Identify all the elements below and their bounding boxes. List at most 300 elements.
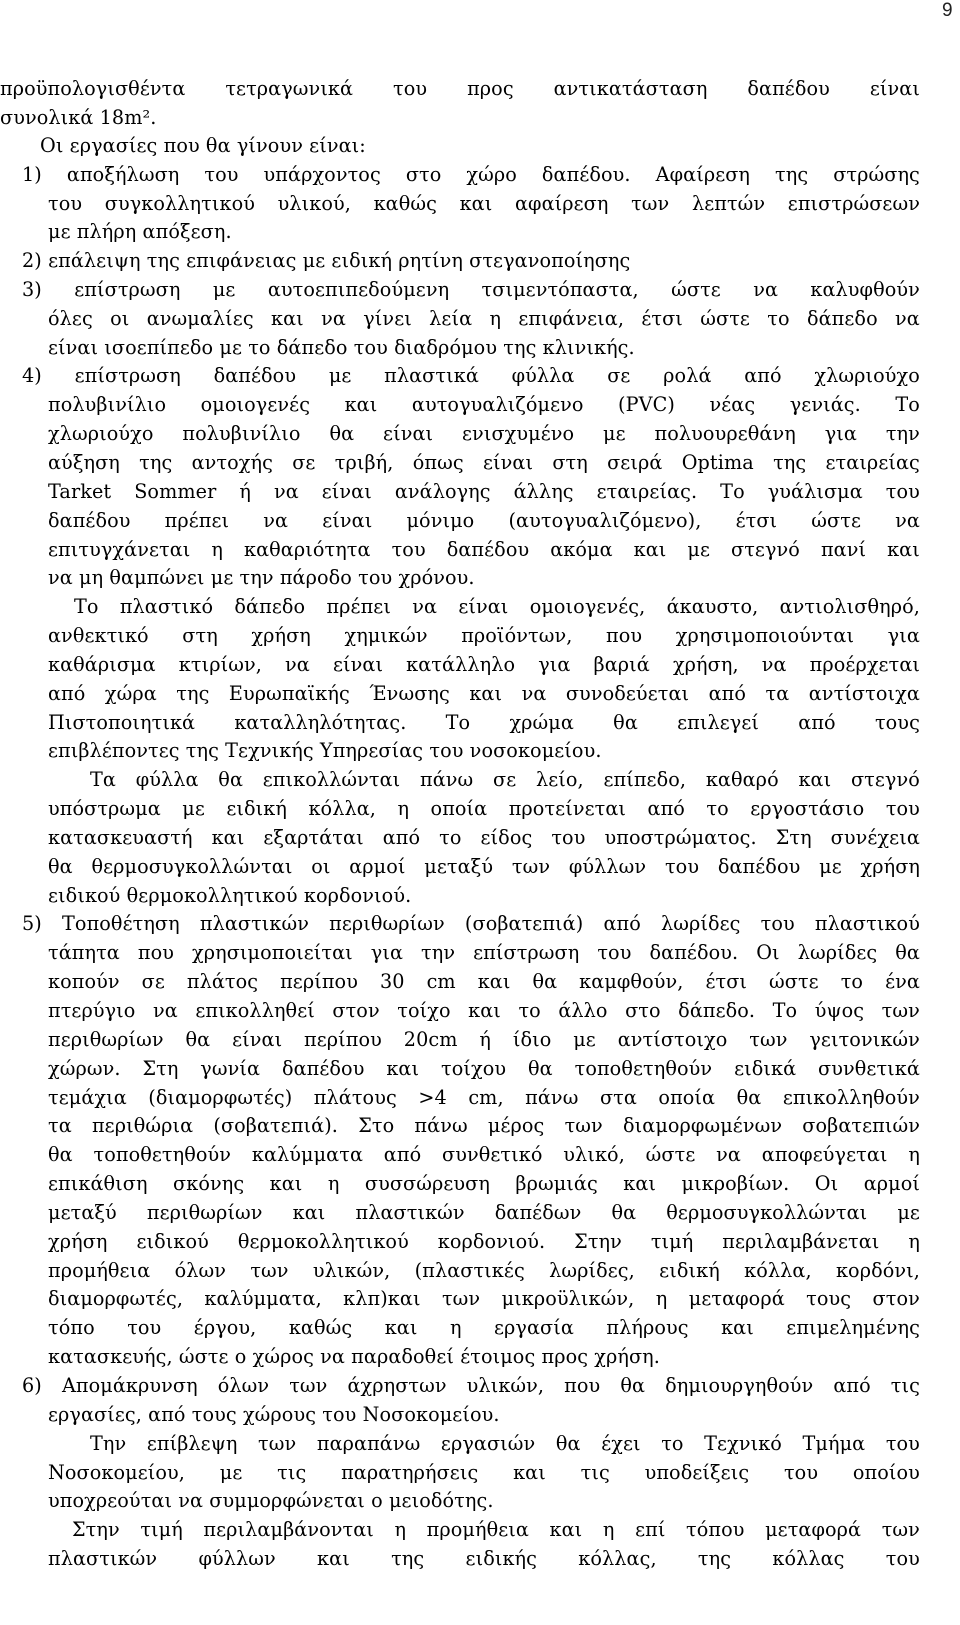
text-line [22,1372,920,1400]
word: τριβή, [334,451,394,474]
word: κόλλας [772,1547,845,1570]
word: Στη [142,1057,179,1080]
word: πλαστικών [199,912,310,935]
word: εργασία [494,1316,574,1339]
word: μόνιμο [406,509,475,532]
word: εταιρείας [825,451,920,474]
text-line [90,766,920,794]
word: στη [552,451,588,474]
text-line [22,276,920,304]
word: τόπου [686,1518,745,1541]
word: ίδιο [512,1028,552,1051]
word: η [602,1518,615,1541]
word: της [697,1547,732,1570]
word: ειδικού [136,1230,209,1253]
word: των [881,1518,920,1541]
text-line [48,449,920,477]
word: επίστρωση [74,278,181,301]
word: Νοσοκομείου, [48,1461,185,1484]
word: είναι [321,480,372,503]
word: κατάλληλο [406,653,516,676]
word: θα [736,1086,762,1109]
word: καθαρό [705,768,779,791]
word: περίπου [280,970,358,993]
word: επικάθιση [48,1172,148,1195]
word: οποία [430,797,488,820]
word: στο [625,999,661,1022]
word: Πιστοποιητικά [48,711,196,734]
word: σε [141,970,165,993]
word: εργασιών [440,1432,536,1455]
word: θερμοκολλητικού [237,1230,409,1253]
word: με [897,1201,920,1224]
word: και [513,1461,546,1484]
word: του [393,77,428,100]
word: συνθετικά [818,1057,920,1080]
word: ώστε [700,307,750,330]
word: τετραγωνικά [225,77,354,100]
word: της [391,1547,425,1570]
word: συσσώρευση [364,1172,490,1195]
word: από [48,682,86,705]
word: καλύμματα [251,1143,364,1166]
word: δαπέδου [717,855,801,878]
word: άλλο [558,999,608,1022]
word: μικροβίων. [681,1172,790,1195]
word: των [881,999,920,1022]
word: σκόνης [173,1172,245,1195]
word: συγκολλητικού [104,192,255,215]
word: και [798,768,832,791]
word: συνέχεια [830,826,920,849]
word: καθώς [373,192,437,215]
word: οποία [658,1086,716,1109]
word: Sommer [134,480,217,503]
word: Οι [814,1172,839,1195]
word: τσιμεντόπαστα, [481,278,639,301]
word: για [538,653,571,676]
word: χρήση [860,855,920,878]
word: Την [90,1432,127,1455]
word: και [887,538,920,561]
word: όλων [217,1374,270,1397]
word: η [211,538,223,561]
word: με [603,422,626,445]
text-line [48,1314,920,1342]
word: ομοιογενές [200,393,311,416]
text-line [48,622,920,650]
word: Το [445,711,471,734]
word: cm [426,970,456,993]
word: η [489,307,502,330]
word: της [775,163,809,186]
word: κόλλα, [744,1259,812,1282]
text-line [48,853,920,881]
word: Optima [681,451,754,474]
text-line [48,997,920,1025]
text-line [48,478,920,506]
word: η [908,1143,920,1166]
word: επικολληθούν [782,1086,920,1109]
word: δημιουργηθούν [665,1374,814,1397]
word: δαπέδου [48,509,131,532]
word: κλπ)και [343,1287,421,1310]
word: το [661,1432,684,1455]
text-line [48,190,920,218]
word: πλαστικών [48,1547,158,1570]
word: με [182,797,205,820]
word: είναι [322,509,373,532]
word: αρμοί [863,1172,920,1195]
word: κόλλα, [308,797,376,820]
word: πάνω [414,1114,468,1137]
word: υλικού, [277,192,351,215]
word: μέρος [487,1114,545,1137]
word: με [219,1461,243,1484]
text-line [48,939,920,967]
word: τους [874,711,920,734]
word: τοποθετηθούν [574,1057,713,1080]
word: Αφαίρεση [655,163,751,186]
word: περίπου [304,1028,382,1051]
word: προμήθεια [426,1518,529,1541]
word: σε [607,364,631,387]
word: συνθετικό [442,1143,543,1166]
word: να [716,1143,741,1166]
word: θερμοσυγκολλώνται [666,1201,868,1224]
word: στον [332,999,380,1022]
word: η [908,1230,920,1253]
word: ώστε [811,509,861,532]
word: και [468,999,501,1022]
word: ώστε [645,1143,696,1166]
word: Ένωσης [369,682,450,705]
word: τις [277,1461,307,1484]
text-line: εργασίες, από τους χώρους του Νοσοκομείου. [48,1403,500,1426]
text-line [48,1228,920,1256]
word: ειδική [226,797,287,820]
word: χρώμα [509,711,574,734]
word: αντίστοιχο [617,1028,728,1051]
word: στεγνό [850,768,920,791]
word: ώστε [769,970,819,993]
word: επιμελημένης [786,1316,920,1339]
word: φύλλων [568,855,647,878]
word: από [382,826,421,849]
word: η [394,1518,407,1541]
word: τοίχο [397,999,451,1022]
text-line [48,1141,920,1169]
word: άλλης [513,480,574,503]
word: και [269,1172,303,1195]
word: περιθώρια [91,1114,194,1137]
text-line [48,1026,920,1054]
word: του [783,1461,819,1484]
word: δαπέδου [446,538,530,561]
word: δαπέδου [747,77,830,100]
word: πολυουρεθάνη [654,422,796,445]
word: οποίου [852,1461,920,1484]
word: θα [48,1143,73,1166]
word: χρησιμοποιείται [192,941,353,964]
word: Το [74,595,99,618]
word: του [885,1432,920,1455]
word: που [564,1374,601,1397]
word: Ευρωπαϊκής [228,682,350,705]
word: επίπεδο, [603,768,687,791]
word: καθαριότητα [243,538,371,561]
word: πολυβινίλιο [182,422,301,445]
word: θα [329,422,355,445]
word: ακόμα [550,538,613,561]
word: έτσι [735,509,778,532]
word: την [421,941,456,964]
word: (σοβατεπιά). [213,1114,338,1137]
word: τοποθετηθούν [93,1143,232,1166]
word: καταλληλότητας. [234,711,407,734]
word: ανωμαλίες [146,307,254,330]
word: (αυτογυαλιζόμενο), [508,509,702,532]
text-line [48,420,920,448]
text-line [22,161,920,189]
word: γίνει [363,307,412,330]
word: στο [405,163,442,186]
word: θα [555,1432,581,1455]
word: τόπο [48,1316,95,1339]
text-line [48,1459,920,1487]
text-line: με πλήρη απόξεση. [48,220,232,243]
word: ή [479,1028,491,1051]
word: όπως [412,451,464,474]
word: πλαστικών [355,1201,465,1224]
word: του [127,1316,162,1339]
word: θα [218,768,244,791]
word: υπάρχοντος [263,163,381,186]
word: Το [895,393,920,416]
word: πολυβινίλιο [48,393,167,416]
word: χρήση [48,1230,108,1253]
word: των [441,1287,481,1310]
word: επίστρωση [74,364,181,387]
word: φύλλων [198,1547,276,1570]
word: υλικών, [466,1374,545,1397]
word: και [549,1518,583,1541]
word: προτείνεται [508,797,627,820]
word: σε [493,768,517,791]
word: του [885,1547,920,1570]
text-line [48,507,920,535]
word: τα [48,1114,72,1137]
word: περιθωρίων [329,912,445,935]
word: η [397,797,410,820]
text-line [48,1257,920,1285]
word: λωρίδες [660,912,741,935]
word: καθώς [288,1316,353,1339]
word: με [687,538,711,561]
word: κατασκευαστή [48,826,193,849]
word: αντοχής [191,451,273,474]
word: του [391,538,426,561]
word: προμήθεια [48,1259,151,1282]
text-line: Οι εργασίες που θα γίνουν είναι: [40,134,366,157]
word: κόλλας, [578,1547,657,1570]
word: λωρίδες [797,941,878,964]
page-number: 9 [942,0,953,21]
word: εταιρείας. [596,480,698,503]
word: πάνω [420,768,474,791]
word: με [212,278,236,301]
word: διαμορφωμένων [623,1114,783,1137]
word: Στη [775,826,812,849]
word: μεταξύ [48,1201,117,1224]
word: 5) [22,912,42,935]
word: επιφάνεια, [518,307,625,330]
word: από [744,364,782,387]
word: περιθωρίων [146,1201,263,1224]
word: αύξηση [48,451,120,474]
text-line [48,536,920,564]
word: τα [765,682,790,705]
text-line [48,305,920,333]
text-line: είναι ισοεπίπεδο με το δάπεδο του διαδρόμου της κλινικής. [48,336,635,359]
word: λείο, [535,768,584,791]
word: (πλαστικές [414,1259,525,1282]
word: των [511,855,551,878]
word: υποδείξεις [644,1461,750,1484]
word: στη [182,624,218,647]
word: έτσι [641,307,683,330]
word: προϋπολογισθέντα [0,77,186,100]
word: Στην [574,1230,622,1253]
word: το [767,307,790,330]
text-line [22,910,920,938]
word: αυτογυαλιζόμενο [411,393,584,416]
word: είναι [383,422,434,445]
word: να [895,509,920,532]
word: θερμοσυγκολλώνται [91,855,293,878]
word: από [798,711,836,734]
word: μεταξύ [424,855,494,878]
word: δαπέδου [281,1057,365,1080]
word: οι [110,307,130,330]
text-line [48,651,920,679]
word: Απομάκρυνση [61,1374,198,1397]
word: να [321,307,346,330]
word: η [327,1172,340,1195]
text-line [48,1285,920,1313]
word: μεταφορά [688,1287,785,1310]
word: η [449,1316,462,1339]
word: καμφθούν, [579,970,684,993]
text-line [72,1516,920,1544]
word: της [176,682,210,705]
word: όλων [174,1259,227,1282]
word: θα [895,941,920,964]
word: της [773,451,807,474]
word: υποστρώματος. [604,826,757,849]
word: ή [239,480,251,503]
word: για [824,422,857,445]
word: των [631,192,670,215]
text-line [48,824,920,852]
word: με [573,1028,596,1051]
word: γωνία [200,1057,261,1080]
word: επί [635,1518,666,1541]
word: και [721,1316,754,1339]
word: αρμοί [349,855,406,878]
word: εξαρτάται [263,826,364,849]
word: επικολλώνται [262,768,401,791]
word: συνοδεύεται [565,682,690,705]
word: και [469,682,503,705]
word: θα [532,970,558,993]
word: Στην [72,1518,120,1541]
word: >4 [418,1086,447,1109]
word: ένα [885,970,920,993]
word: και [384,1316,418,1339]
word: και [344,393,378,416]
word: πλαστικό [119,595,214,618]
word: μεταφορά [765,1518,862,1541]
word: χρήση [251,624,311,647]
word: 3) [22,278,42,301]
word: δαπέδων [494,1201,582,1224]
word: λεπτών [691,192,766,215]
word: καλύμματα, [204,1287,322,1310]
word: από [833,1374,871,1397]
word: του [48,192,83,215]
word: ειδικής [465,1547,538,1570]
word: Οι [756,941,780,964]
word: βρωμιάς [515,1172,598,1195]
word: σοβατεπιών [802,1114,920,1137]
word: 6) [22,1374,42,1397]
word: φύλλα [135,768,199,791]
word: 1) [22,163,42,186]
word: λεία [429,307,473,330]
word: περιλαμβάνονται [203,1518,374,1541]
word: Τεχνικό [704,1432,782,1455]
word: και [633,538,667,561]
word: κορδονιού. [437,1230,546,1253]
word: για [887,624,920,647]
word: όλες [48,307,93,330]
word: άχρηστων [347,1374,447,1397]
text-line: κατασκευής, ώστε ο χώρος να παραδοθεί έτοιμος προς χρήση. [48,1345,660,1368]
word: ώστε [671,278,721,301]
text-line [48,1170,920,1198]
word: πανί [820,538,867,561]
word: Το [772,999,798,1022]
word: ειδικά [734,1057,797,1080]
word: είναι [458,595,509,618]
word: της [139,451,173,474]
text-line [48,391,920,419]
word: χλωριούχο [814,364,920,387]
word: με [819,855,842,878]
word: πάνω [525,1086,579,1109]
word: φύλλα [511,364,575,387]
word: των [564,1114,603,1137]
word: είναι [869,77,920,100]
word: αφαίρεση [514,192,609,215]
word: εργοστάσιο [750,797,865,820]
word: περιλαμβάνεται [722,1230,880,1253]
word: αντιολισθηρό, [779,595,920,618]
word: τις [890,1374,920,1397]
word: και [211,826,245,849]
word: πρέπει [164,509,230,532]
